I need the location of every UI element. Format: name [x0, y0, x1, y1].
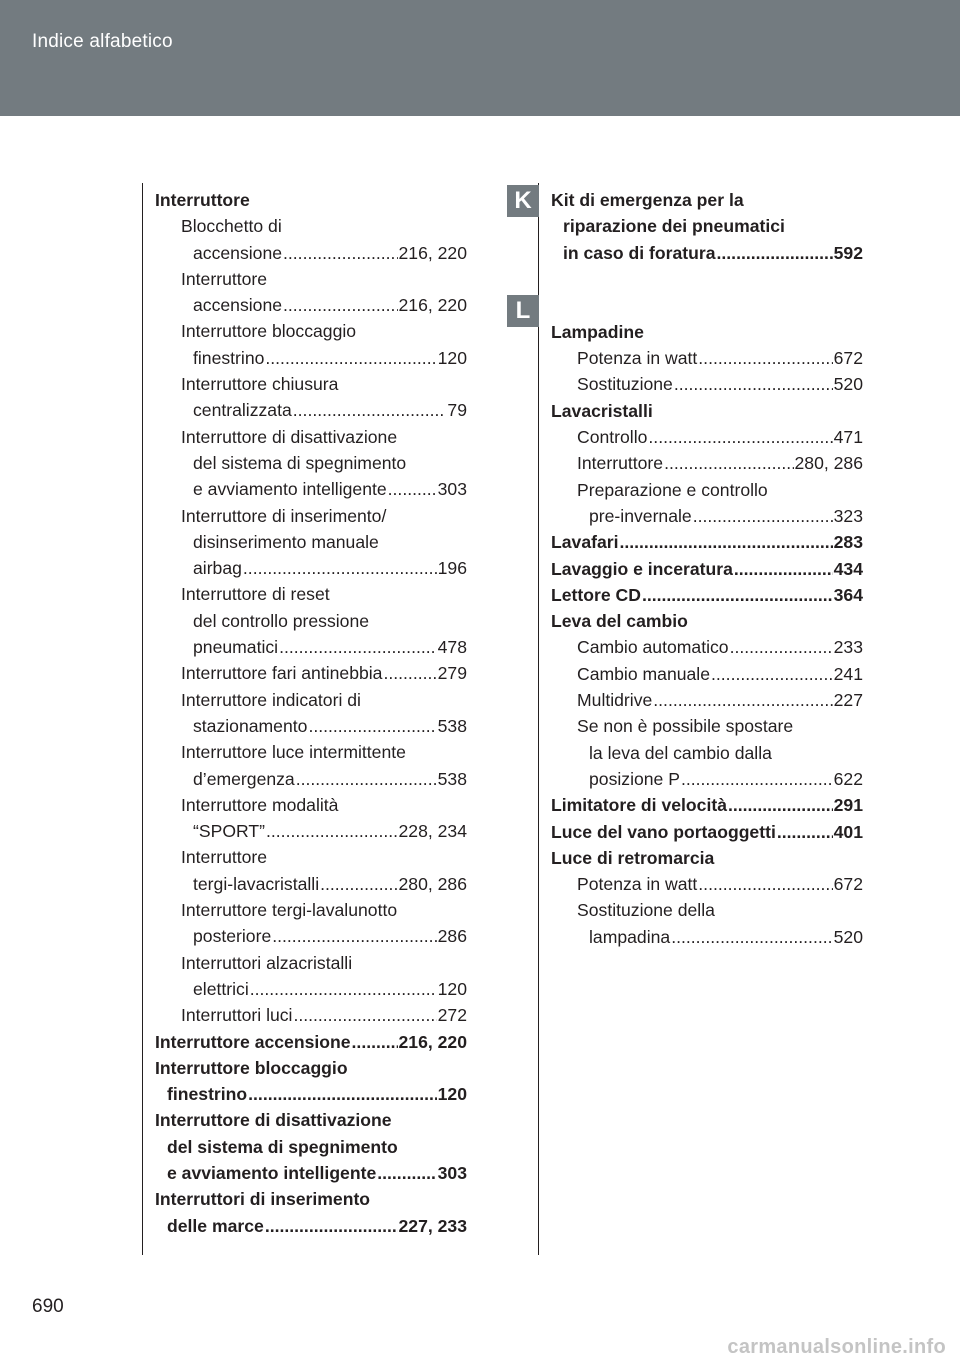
- section-title: Indice alfabetico: [32, 31, 173, 52]
- entry-text: Interruttori luci: [181, 1005, 293, 1026]
- index-group-k: [551, 187, 863, 266]
- page-reference: 478: [437, 637, 467, 658]
- index-subentry: [155, 503, 467, 582]
- entry-text: Interruttore: [181, 847, 268, 868]
- right-column-rule: [538, 183, 539, 1255]
- entry-text: centralizzata: [193, 400, 292, 421]
- entry-text: Sostituzione: [577, 374, 673, 395]
- entry-text: Interruttore luce intermittente: [181, 742, 406, 763]
- dot-leader: [734, 556, 833, 582]
- page-reference: 120: [437, 1084, 467, 1105]
- index-subentry: [155, 213, 467, 266]
- entry-line: [577, 740, 863, 766]
- dot-leader: [730, 634, 833, 660]
- index-column-left: [155, 187, 467, 1239]
- entry-text: Luce di retromarcia: [551, 847, 715, 868]
- entry-line: [577, 345, 863, 371]
- entry-line: [181, 792, 467, 818]
- entry-text: pneumatici: [193, 637, 279, 658]
- dot-leader: [293, 1002, 436, 1028]
- entry-text: Interruttore accensione: [155, 1031, 351, 1052]
- entry-text: del sistema di spegnimento: [193, 452, 407, 473]
- index-subentry: [155, 318, 467, 371]
- dot-leader: [653, 687, 832, 713]
- page-reference: 216, 220: [398, 242, 467, 263]
- page-reference: 592: [833, 242, 863, 263]
- entry-text: Interruttori alzacristalli: [181, 952, 353, 973]
- page-reference: 227, 233: [398, 1215, 467, 1236]
- entry-text: finestrino: [193, 347, 265, 368]
- index-subentry: [551, 661, 863, 687]
- entry-line: [155, 1081, 467, 1107]
- entry-text: Controllo: [577, 427, 648, 448]
- page-reference: 280, 286: [794, 453, 863, 474]
- index-subentry: [155, 1002, 467, 1028]
- letter-tab-l: L: [507, 295, 539, 327]
- entry-line: [181, 950, 467, 976]
- index-subentry: [155, 371, 467, 424]
- entry-line: [551, 213, 863, 239]
- entry-line: [551, 398, 863, 424]
- entry-line: [181, 923, 467, 949]
- entry-text: Blocchetto di: [181, 216, 282, 237]
- entry-text: Lavafari: [551, 532, 619, 553]
- entry-text: posteriore: [193, 926, 272, 947]
- entry-text: e avviamento intelligente: [167, 1162, 377, 1183]
- page-reference: 622: [833, 768, 863, 789]
- entry-text: e avviamento intelligente: [193, 479, 387, 500]
- entry-line: [551, 845, 863, 871]
- index-entry: [551, 319, 863, 345]
- page-reference: 283: [833, 532, 863, 553]
- dot-leader: [279, 634, 437, 660]
- entry-text: Interruttore fari antinebbia: [181, 663, 383, 684]
- dot-leader: [283, 240, 397, 266]
- page-reference: 538: [437, 715, 467, 736]
- dot-leader: [674, 371, 833, 397]
- page-reference: 538: [437, 768, 467, 789]
- page-reference: 279: [437, 663, 467, 684]
- page-reference: 364: [833, 584, 863, 605]
- index-subentry: [551, 371, 863, 397]
- entry-text: Sostituzione della: [577, 900, 715, 921]
- dot-leader: [648, 424, 832, 450]
- entry-line: [181, 213, 467, 239]
- page-reference: 196: [437, 558, 467, 579]
- dot-leader: [266, 818, 397, 844]
- entry-line: [181, 766, 467, 792]
- entry-text: Interruttore di inserimento/: [181, 505, 387, 526]
- page-reference: 120: [437, 347, 467, 368]
- index-entry: [551, 819, 863, 845]
- entry-line: [577, 634, 863, 660]
- index-subentry: [155, 897, 467, 950]
- page-reference: 303: [437, 479, 467, 500]
- dot-leader: [250, 976, 437, 1002]
- entry-text: accensione: [193, 242, 283, 263]
- entry-line: [577, 371, 863, 397]
- index-entry: [155, 1107, 467, 1186]
- entry-line: [577, 503, 863, 529]
- entry-line: [577, 424, 863, 450]
- index-subentry: [155, 424, 467, 503]
- page-reference: 120: [437, 978, 467, 999]
- entry-line: [181, 818, 467, 844]
- dot-leader: [265, 345, 436, 371]
- entry-line: [181, 345, 467, 371]
- entry-text: Interruttore: [181, 268, 268, 289]
- entry-text: la leva del cambio dalla: [589, 742, 772, 763]
- index-subentry: [551, 897, 863, 950]
- index-entry: [551, 398, 863, 424]
- page-reference: 323: [833, 505, 863, 526]
- dot-leader: [293, 397, 447, 423]
- index-group-l: [551, 319, 863, 950]
- entry-line: [181, 503, 467, 529]
- dot-leader: [698, 871, 832, 897]
- index-column-right: [551, 187, 863, 950]
- dot-leader: [717, 240, 833, 266]
- entry-line: [155, 1055, 467, 1081]
- entry-text: Potenza in watt: [577, 874, 698, 895]
- entry-text: Potenza in watt: [577, 348, 698, 369]
- index-entry: [551, 608, 863, 634]
- entry-line: [551, 187, 863, 213]
- entry-text: Interruttore di disattivazione: [155, 1110, 392, 1131]
- entry-text: del sistema di spegnimento: [167, 1136, 398, 1157]
- entry-line: [551, 792, 863, 818]
- page-reference: 434: [833, 558, 863, 579]
- dot-leader: [248, 1081, 436, 1107]
- page-header: [0, 0, 960, 116]
- entry-line: [577, 687, 863, 713]
- entry-line: [155, 1134, 467, 1160]
- entry-line: [181, 713, 467, 739]
- index-subentry: [155, 266, 467, 319]
- page-reference: 672: [833, 348, 863, 369]
- dot-leader: [664, 450, 793, 476]
- entry-line: [577, 924, 863, 950]
- entry-text: Interruttori di inserimento: [155, 1189, 371, 1210]
- page-number: 690: [32, 1296, 64, 1317]
- dot-leader: [296, 766, 437, 792]
- dot-leader: [383, 660, 436, 686]
- entry-line: [551, 556, 863, 582]
- entry-line: [577, 477, 863, 503]
- dot-leader: [320, 871, 397, 897]
- page-reference: 471: [833, 427, 863, 448]
- entry-line: [551, 608, 863, 634]
- index-entry: [551, 582, 863, 608]
- index-subentry: [551, 634, 863, 660]
- entry-text: finestrino: [167, 1084, 248, 1105]
- entry-line: [155, 1160, 467, 1186]
- entry-line: [181, 687, 467, 713]
- index-subentry: [551, 345, 863, 371]
- index-entry: [551, 792, 863, 818]
- index-subentry: [155, 581, 467, 660]
- entry-text: Preparazione e controllo: [577, 479, 768, 500]
- entry-line: [181, 976, 467, 1002]
- entry-text: d’emergenza: [193, 768, 295, 789]
- entry-text: Leva del cambio: [551, 611, 688, 632]
- entry-line: [181, 371, 467, 397]
- page-reference: 228, 234: [398, 821, 467, 842]
- entry-line: [181, 292, 467, 318]
- index-subentry: [155, 844, 467, 897]
- entry-text: disinserimento manuale: [193, 531, 379, 552]
- entry-line: [181, 634, 467, 660]
- entry-line: [181, 476, 467, 502]
- entry-line: [181, 318, 467, 344]
- index-subentry: [155, 660, 467, 686]
- entry-line: [181, 397, 467, 423]
- entry-line: [155, 1107, 467, 1133]
- index-subentry: [551, 871, 863, 897]
- entry-line: [551, 529, 863, 555]
- entry-line: [181, 555, 467, 581]
- page-reference: 241: [833, 663, 863, 684]
- entry-text: Cambio manuale: [577, 663, 711, 684]
- entry-line: [181, 871, 467, 897]
- entry-line: [181, 660, 467, 686]
- entry-text: airbag: [193, 558, 242, 579]
- entry-line: [577, 766, 863, 792]
- entry-line: [181, 581, 467, 607]
- entry-text: delle marce: [167, 1215, 264, 1236]
- dot-leader: [642, 582, 833, 608]
- entry-text: Lavacristalli: [551, 400, 653, 421]
- watermark: carmanualsonline.info: [727, 1336, 946, 1358]
- entry-text: Cambio automatico: [577, 637, 729, 658]
- dot-leader: [283, 292, 397, 318]
- page-reference: 227: [833, 690, 863, 711]
- entry-text: elettrici: [193, 978, 249, 999]
- dot-leader: [711, 661, 833, 687]
- entry-line: [155, 1186, 467, 1212]
- index-subentry: [551, 687, 863, 713]
- index-entry: [155, 1029, 467, 1055]
- page-reference: 280, 286: [398, 873, 467, 894]
- entry-text: Se non è possibile spostare: [577, 716, 794, 737]
- dot-leader: [272, 923, 436, 949]
- dot-leader: [728, 792, 833, 818]
- entry-text: Interruttore modalità: [181, 794, 339, 815]
- entry-text: Multidrive: [577, 690, 653, 711]
- page-reference: 303: [437, 1162, 467, 1183]
- entry-text: Interruttore di disattivazione: [181, 426, 398, 447]
- entry-text: in caso di foratura: [563, 242, 716, 263]
- entry-line: [181, 897, 467, 923]
- entry-line: [577, 871, 863, 897]
- page-reference: 272: [437, 1005, 467, 1026]
- entry-line: [181, 1002, 467, 1028]
- page-reference: 401: [833, 821, 863, 842]
- entry-line: [155, 1213, 467, 1239]
- index-subentry: [155, 792, 467, 845]
- entry-line: [181, 240, 467, 266]
- entry-text: Interruttore: [577, 453, 664, 474]
- entry-text: stazionamento: [193, 715, 308, 736]
- entry-text: del controllo pressione: [193, 610, 370, 631]
- index-subentry: [551, 424, 863, 450]
- entry-line: [577, 713, 863, 739]
- entry-text: Limitatore di velocità: [551, 795, 727, 816]
- entry-text: accensione: [193, 295, 283, 316]
- index-subentry: [551, 450, 863, 476]
- entry-line: [181, 450, 467, 476]
- entry-line: [551, 819, 863, 845]
- page-reference: 520: [833, 926, 863, 947]
- entry-text: “SPORT”: [193, 821, 266, 842]
- entry-text: Interruttore tergi-lavalunotto: [181, 900, 398, 921]
- entry-line: [155, 187, 467, 213]
- dot-leader: [619, 529, 832, 555]
- entry-text: Lettore CD: [551, 584, 641, 605]
- dot-leader: [693, 503, 833, 529]
- dot-leader: [681, 766, 833, 792]
- page-reference: 79: [447, 400, 467, 421]
- page-reference: 286: [437, 926, 467, 947]
- entry-text: pre-invernale: [589, 505, 692, 526]
- page-reference: 216, 220: [398, 1031, 467, 1052]
- index-entry: [551, 556, 863, 582]
- entry-text: riparazione dei pneumatici: [563, 216, 785, 237]
- page-reference: 233: [833, 637, 863, 658]
- index-entry: [551, 187, 863, 266]
- entry-line: [181, 739, 467, 765]
- entry-line: [181, 424, 467, 450]
- entry-text: lampadina: [589, 926, 671, 947]
- entry-line: [551, 582, 863, 608]
- index-entry: [155, 1186, 467, 1239]
- index-subentry: [551, 477, 863, 530]
- dot-leader: [777, 819, 833, 845]
- index-subentry: [155, 950, 467, 1003]
- index-entry: [551, 845, 863, 871]
- entry-text: Interruttore di reset: [181, 584, 330, 605]
- entry-text: Lavaggio e inceratura: [551, 558, 733, 579]
- entry-text: posizione P: [589, 768, 680, 789]
- entry-line: [577, 661, 863, 687]
- index-subentry: [155, 739, 467, 792]
- entry-text: Interruttore chiusura: [181, 374, 339, 395]
- index-subentry: [155, 687, 467, 740]
- dot-leader: [243, 555, 437, 581]
- entry-line: [551, 319, 863, 345]
- left-column-rule: [142, 183, 143, 1255]
- dot-leader: [265, 1213, 398, 1239]
- entry-text: Luce del vano portaoggetti: [551, 821, 776, 842]
- entry-text: Interruttore bloccaggio: [155, 1057, 348, 1078]
- dot-leader: [698, 345, 832, 371]
- dot-leader: [671, 924, 832, 950]
- entry-text: Interruttore indicatori di: [181, 689, 361, 710]
- entry-line: [181, 529, 467, 555]
- entry-line: [577, 450, 863, 476]
- index-entry: [551, 529, 863, 555]
- entry-line: [551, 240, 863, 266]
- entry-line: [181, 608, 467, 634]
- index-entry: [155, 187, 467, 213]
- entry-line: [577, 897, 863, 923]
- dot-leader: [377, 1160, 436, 1186]
- entry-line: [181, 844, 467, 870]
- index-subentry: [551, 713, 863, 792]
- entry-text: Interruttore bloccaggio: [181, 321, 357, 342]
- page-reference: 216, 220: [398, 295, 467, 316]
- dot-leader: [352, 1029, 398, 1055]
- entry-text: Lampadine: [551, 321, 644, 342]
- entry-line: [155, 1029, 467, 1055]
- entry-text: tergi-lavacristalli: [193, 873, 320, 894]
- page-reference: 520: [833, 374, 863, 395]
- entry-text: Kit di emergenza per la: [551, 190, 744, 210]
- page-reference: 672: [833, 874, 863, 895]
- entry-line: [181, 266, 467, 292]
- entry-text: Interruttore: [155, 190, 250, 210]
- group-spacer: [551, 266, 863, 319]
- dot-leader: [308, 713, 436, 739]
- page-reference: 291: [833, 795, 863, 816]
- dot-leader: [388, 476, 437, 502]
- letter-tab-k: K: [507, 185, 539, 217]
- index-entry: [155, 1055, 467, 1108]
